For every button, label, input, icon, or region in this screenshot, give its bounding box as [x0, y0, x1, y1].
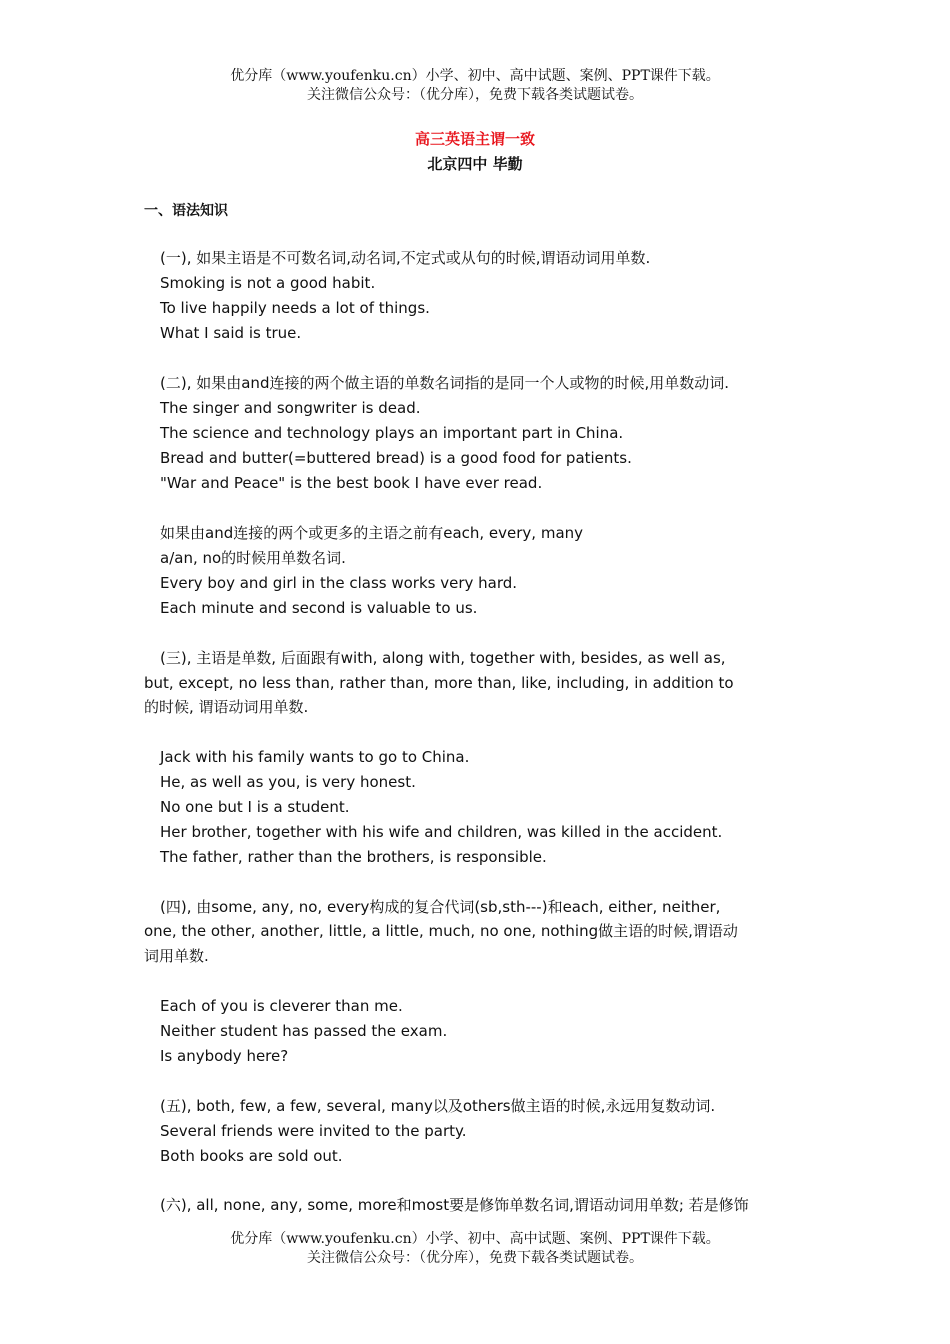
header-line-2: 关注微信公众号：（优分库），免费下载各类试题试卷。	[307, 87, 643, 103]
rule-5: (五), both, few, a few, several, many以及others做主语的时候,永远用复数动词.	[160, 1097, 716, 1115]
example-line: The father, rather than the brothers, is responsible.	[160, 848, 547, 866]
rule-4-line-3: 词用单数.	[144, 947, 209, 965]
example-line: "War and Peace" is the best book I have ever read.	[160, 474, 543, 492]
example-line: What I said is true.	[160, 324, 302, 342]
example-line: Each of you is cleverer than me.	[160, 997, 403, 1015]
footer-line-1: 优分库（www.youfenku.cn）小学、初中、高中试题、案例、PPT课件下载。	[230, 1231, 720, 1247]
rule-6: (六), all, none, any, some, more和most要是修饰单数名词,谓语动词用单数; 若是修饰	[160, 1196, 749, 1214]
rule-1: (一), 如果主语是不可数名词,动名词,不定式或从句的时候,谓语动词用单数.	[160, 249, 651, 267]
example-line: The singer and songwriter is dead.	[160, 399, 421, 417]
rule-3-line-2: but, except, no less than, rather than, more than, like, including, in addition to	[144, 674, 734, 692]
example-line: Both books are sold out.	[160, 1147, 343, 1165]
rule-2b-line-1: 如果由and连接的两个或更多的主语之前有each, every, many	[160, 524, 584, 542]
example-line: Several friends were invited to the party.	[160, 1122, 467, 1140]
doc-title: 高三英语主谓一致	[414, 130, 535, 148]
example-line: Her brother, together with his wife and children, was killed in the accident.	[160, 823, 723, 841]
example-line: The science and technology plays an important part in China.	[160, 424, 624, 442]
rule-4-line-1: (四), 由some, any, no, every构成的复合代词(sb,sth---)和each, either, neither,	[160, 898, 721, 916]
example-line: Is anybody here?	[160, 1047, 289, 1065]
rule-4-line-2: one, the other, another, little, a little, much, no one, nothing做主语的时候,谓语动	[144, 922, 738, 940]
example-line: Each minute and second is valuable to us.	[160, 599, 478, 617]
rule-3-line-1: (三), 主语是单数, 后面跟有with, along with, together with, besides, as well as,	[160, 649, 726, 667]
example-line: Every boy and girl in the class works very hard.	[160, 574, 518, 592]
section-heading: 一、语法知识	[144, 203, 228, 219]
example-line: He, as well as you, is very honest.	[160, 773, 416, 791]
example-line: Bread and butter(=buttered bread) is a good food for patients.	[160, 449, 632, 467]
footer-line-2: 关注微信公众号：（优分库），免费下载各类试题试卷。	[307, 1250, 643, 1266]
rule-3-line-3: 的时候, 谓语动词用单数.	[144, 698, 309, 716]
example-line: To live happily needs a lot of things.	[160, 299, 430, 317]
example-line: No one but I is a student.	[160, 798, 350, 816]
rule-2: (二), 如果由and连接的两个做主语的单数名词指的是同一个人或物的时候,用单数动词.	[160, 374, 730, 392]
example-line: Smoking is not a good habit.	[160, 274, 376, 292]
example-line: Jack with his family wants to go to China.	[160, 748, 470, 766]
doc-author: 北京四中 毕勤	[427, 155, 523, 173]
example-line: Neither student has passed the exam.	[160, 1022, 448, 1040]
rule-2b-line-2: a/an, no的时候用单数名词.	[160, 549, 346, 567]
header-line-1: 优分库（www.youfenku.cn）小学、初中、高中试题、案例、PPT课件下载。	[230, 68, 720, 84]
